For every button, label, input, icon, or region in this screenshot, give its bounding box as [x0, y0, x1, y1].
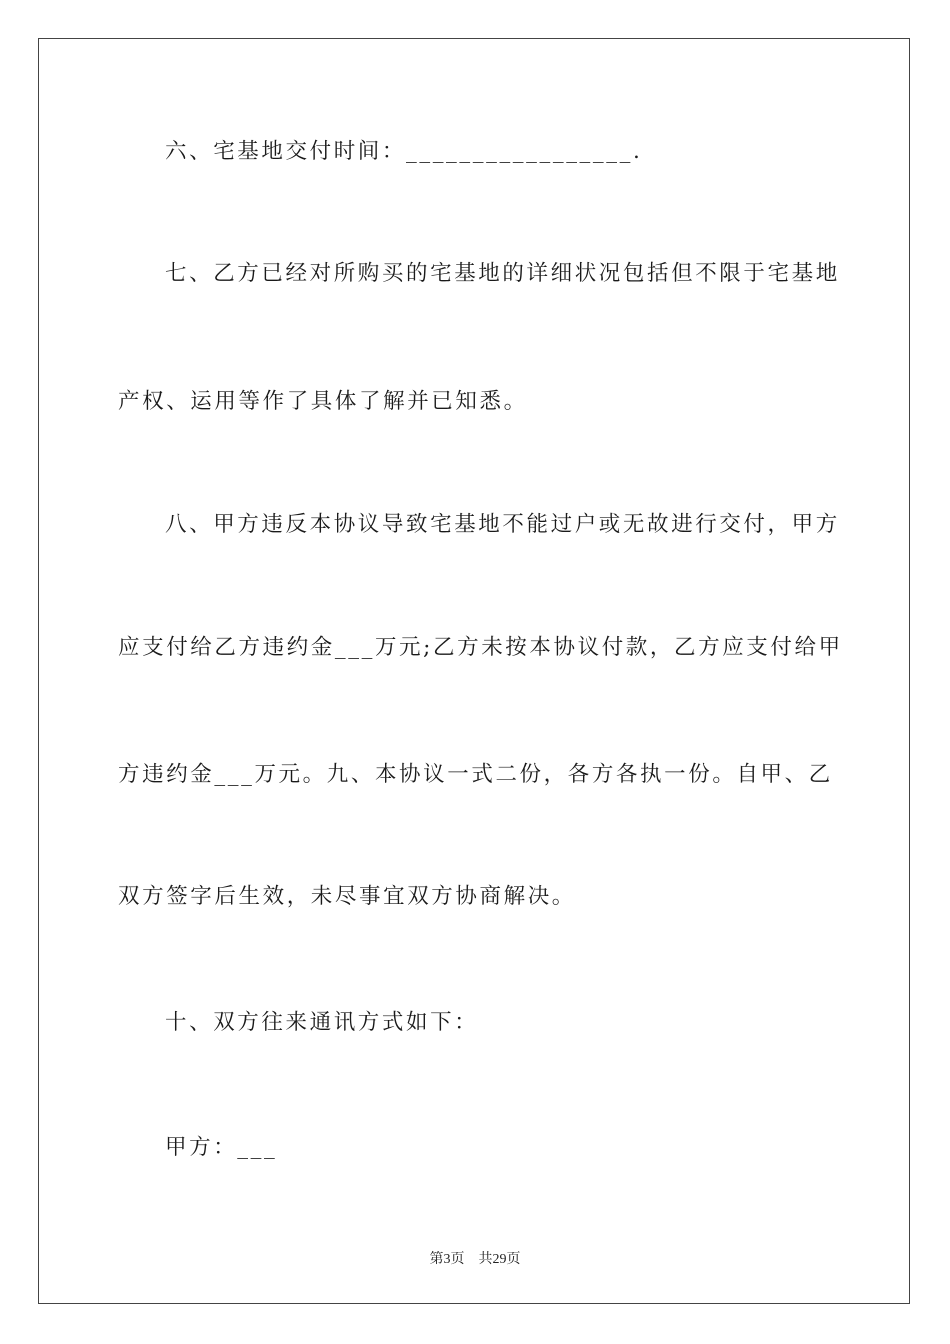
clause-10-line: 十、双方往来通讯方式如下：: [165, 1010, 479, 1035]
clause-9-line-4: 双方签字后生效，未尽事宜双方协商解决。: [118, 884, 576, 909]
clause-8-line-1: 八、甲方违反本协议导致宅基地不能过户或无故进行交付，甲方: [165, 512, 840, 537]
clause-8-line-2: 应支付给乙方违约金___万元;乙方未按本协议付款，乙方应支付给甲: [118, 635, 843, 660]
clause-8-9-line-3: 方违约金___万元。九、本协议一式二份，各方各执一份。自甲、乙: [118, 762, 833, 787]
clause-6-line: 六、宅基地交付时间：_________________.: [165, 139, 643, 164]
clause-7-line-2: 产权、运用等作了具体了解并已知悉。: [118, 389, 528, 414]
page-footer: [0, 1248, 950, 1268]
page-border: [38, 38, 910, 1304]
page-number: 第3页: [429, 1252, 465, 1267]
clause-7-line-1: 七、乙方已经对所购买的宅基地的详细状况包括但不限于宅基地: [165, 261, 840, 286]
party-a-line: 甲方：___: [165, 1135, 278, 1160]
page-total: 共29页: [478, 1252, 521, 1267]
